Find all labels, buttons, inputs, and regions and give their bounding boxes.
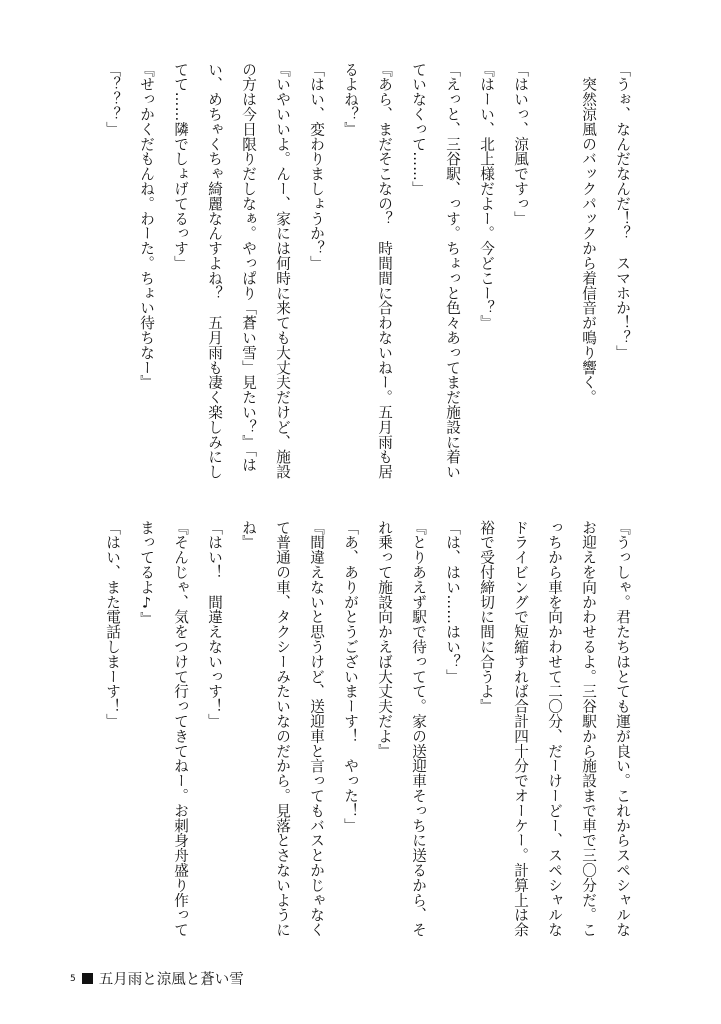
- text-block-bottom: [95, 520, 639, 990]
- text-line: 「あ、ありがとうございまーす！ やった！」: [342, 520, 359, 833]
- text-line: 『はーい、北上様だよー。今どこー？』: [478, 62, 495, 331]
- text-line: 『いやいいよ。んー、家には何時に来ても大丈夫だけど、施設: [274, 62, 291, 480]
- text-block-top: [95, 62, 639, 522]
- text-line: ドライビングで短縮すれば合計四十分でオーケー。計算上は余: [512, 520, 529, 938]
- text-line: 『間違えないと思うけど、送迎車と言ってもバスとかじゃなく: [308, 520, 325, 938]
- text-line: 『とりあえず駅で待ってて。家の送迎車そっちに送るから、そ: [410, 520, 427, 938]
- text-line: 裕で受付締切に間に合うよ』: [478, 520, 495, 714]
- text-line: 「えっと、三谷駅、っす。ちょっと色々あってまだ施設に着い: [444, 62, 461, 480]
- text-line: [537, 62, 571, 522]
- text-line: ていなくって……」: [410, 62, 427, 197]
- text-line: 『あら、まだそこなの？ 時間間に合わないねー。五月雨も居: [376, 62, 393, 480]
- text-line: お迎えを向かわせるよ。三谷駅から施設まで車で三〇分だ。こ: [580, 520, 597, 938]
- text-line: っちから車を向かわせて二〇分、だーけーどー、スペシャルな: [546, 520, 563, 938]
- text-line: 「うぉ、なんだなんだ！？ スマホか！？」: [614, 62, 631, 360]
- page-footer: [70, 968, 244, 989]
- text-line: てて……隣でしょげてるっす」: [172, 62, 189, 271]
- text-line: て普通の車、タクシーみたいなのだから。見落とさないように: [274, 520, 291, 938]
- text-line: 『うっしゃ。君たちはとても運が良い。これからスペシャルな: [614, 520, 631, 938]
- text-line: るよね？』: [342, 62, 359, 137]
- text-line: 『そんじゃ、気をつけて行ってきてねー。お刺身舟盛り作って: [172, 520, 189, 938]
- square-bullet-icon: [82, 973, 93, 984]
- text-line: 「はいっ、涼風ですっ」: [512, 62, 529, 226]
- text-line: 『せっかくだもんね。わーた。ちょい待ちなー』: [138, 62, 155, 390]
- page-number: 5: [70, 973, 76, 984]
- book-title: 五月雨と涼風と蒼い雪: [98, 972, 244, 988]
- text-line: ね』: [240, 520, 257, 550]
- text-line: い、めちゃくちゃ綺麗なんすよね？ 五月雨も凄く楽しみにし: [206, 62, 223, 480]
- text-line: まってるよ♪』: [138, 520, 155, 627]
- text-line: 「？？？」: [104, 62, 121, 137]
- text-line: 「はい！ 間違えないっす！」: [206, 520, 223, 729]
- text-line: 突然涼風のバックパックから着信音が鳴り響く。: [580, 62, 597, 405]
- text-line: れ乗って施設向かえば大丈夫だよ』: [376, 520, 393, 759]
- text-line: 「は、はい……はい？」: [444, 520, 461, 684]
- text-line: の方は今日限りだしなぁ。やっぱり「蒼い雪」見たい？』「は: [240, 62, 257, 472]
- text-line: 「はい、また電話しまーす！」: [104, 520, 121, 729]
- text-line: 「はい、変わりましょうか？」: [308, 62, 325, 271]
